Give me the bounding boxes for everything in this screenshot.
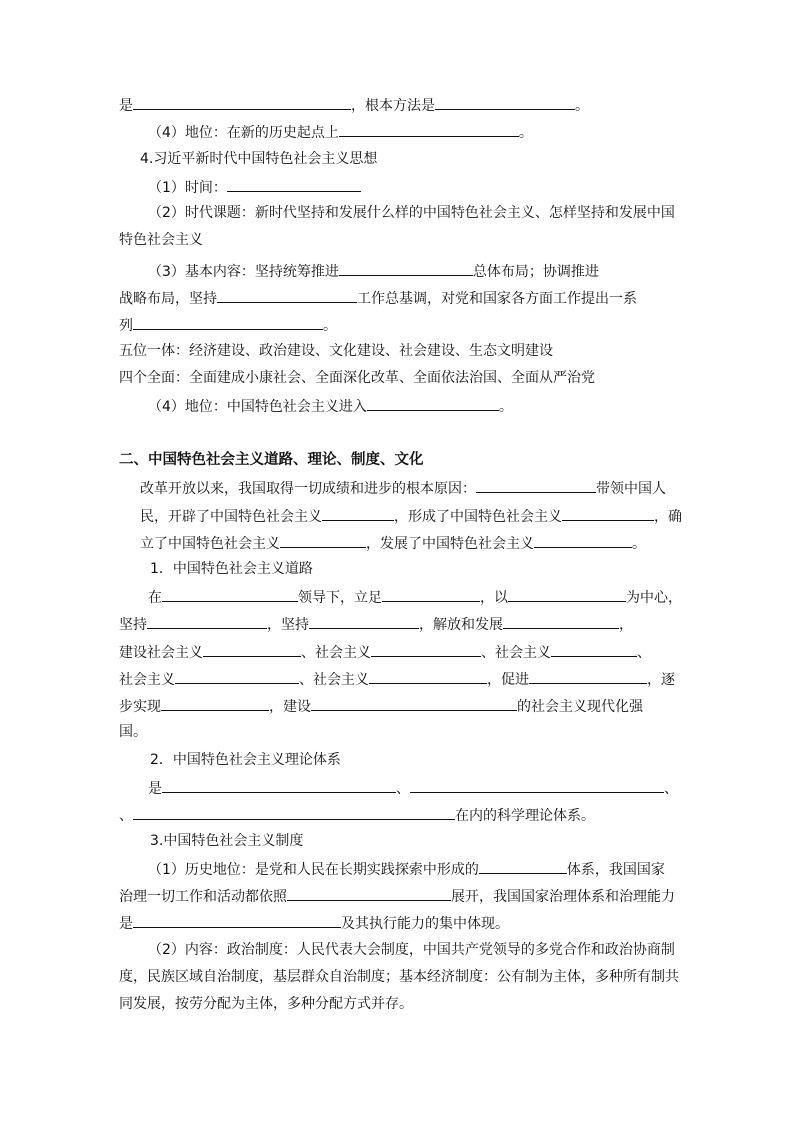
fill-blank[interactable] <box>147 614 267 629</box>
fill-blank[interactable] <box>287 886 451 901</box>
text: 、社会主义 <box>299 672 369 688</box>
subheading-xi-thought: 4.习近平新时代中国特色社会主义思想 <box>140 151 378 167</box>
text: （1）历史地位：是党和人民在长期实践探索中形成的 <box>148 862 479 878</box>
text: 列 <box>119 318 133 334</box>
text: 在内的科学理论体系。 <box>455 808 595 824</box>
line-intro-1 <box>140 478 666 498</box>
text: ，逐 <box>647 672 675 688</box>
fill-blank[interactable] <box>162 587 298 602</box>
line-content-2 <box>119 288 637 308</box>
text: 展开，我国国家治理体系和治理能力 <box>451 889 675 905</box>
text: 体系，我国国家 <box>566 862 665 878</box>
line-status-4 <box>148 122 533 142</box>
text: 社会主义 <box>119 672 175 688</box>
text: 。 <box>632 536 646 552</box>
text: 领导下，立足 <box>298 590 382 606</box>
fill-blank[interactable] <box>309 614 419 629</box>
text: 。 <box>575 98 589 114</box>
text: 步实现 <box>119 699 161 715</box>
text: （1）时间： <box>148 180 227 196</box>
text: ， <box>619 617 633 633</box>
text: 带领中国人 <box>596 481 666 497</box>
text: 是 <box>148 781 162 797</box>
text: ，根本方法是 <box>351 98 435 114</box>
line-five-in-one: 五位一体：经济建设、政治建设、文化建设、社会建设、生态文明建设 <box>119 343 553 359</box>
line-fundamental <box>119 95 589 115</box>
line-road-5 <box>119 696 643 716</box>
text: ，确 <box>654 509 682 525</box>
fill-blank[interactable] <box>371 642 481 657</box>
fill-blank[interactable] <box>534 533 632 548</box>
fill-blank[interactable] <box>133 315 323 330</box>
text: 、 <box>637 645 651 661</box>
fill-blank[interactable] <box>227 177 361 192</box>
text: 民，开辟了中国特色社会主义 <box>140 509 322 525</box>
fill-blank[interactable] <box>161 696 269 711</box>
text: 战略布局，坚持 <box>119 291 217 307</box>
text: ，促进 <box>487 672 529 688</box>
text: 在 <box>148 590 162 606</box>
text: 、社会主义 <box>481 645 551 661</box>
text: （4）地位：在新的历史起点上 <box>148 125 339 141</box>
subheading-theory: 2．中国特色社会主义理论体系 <box>150 752 341 768</box>
fill-blank[interactable] <box>508 587 626 602</box>
text: 、 <box>119 808 133 824</box>
line-status-era <box>148 396 513 416</box>
subheading-system: 3.中国特色社会主义制度 <box>150 833 304 849</box>
text: 是 <box>119 98 133 114</box>
fill-blank[interactable] <box>529 669 647 684</box>
text: 改革开放以来，我国取得一切成绩和进步的根本原因： <box>140 481 476 497</box>
line-system-1 <box>148 859 665 879</box>
fill-blank[interactable] <box>367 396 499 411</box>
fill-blank[interactable] <box>133 913 341 928</box>
line-topic-2: 特色社会主义 <box>119 232 203 248</box>
line-road-1 <box>148 587 682 607</box>
line-theory-1 <box>148 778 678 798</box>
line-system-2 <box>119 886 675 906</box>
text: 建设社会主义 <box>119 645 203 661</box>
fill-blank[interactable] <box>203 642 301 657</box>
section-title: 二、中国特色社会主义道路、理论、制度、文化 <box>119 452 424 468</box>
text: 、社会主义 <box>301 645 371 661</box>
line-system-3 <box>119 913 509 933</box>
line-road-2 <box>119 614 633 634</box>
line-road-4 <box>119 669 675 689</box>
fill-blank[interactable] <box>503 614 619 629</box>
fill-blank[interactable] <box>339 122 519 137</box>
fill-blank[interactable] <box>133 805 455 820</box>
line-contents-2: 度，民族区域自治制度，基层群众自治制度；基本经济制度：公有制为主体，多种所有制共 <box>119 969 679 985</box>
fill-blank[interactable] <box>311 696 517 711</box>
fill-blank[interactable] <box>476 478 596 493</box>
text: （4）地位：中国特色社会主义进入 <box>148 399 367 415</box>
subheading-road: 1．中国特色社会主义道路 <box>150 561 313 577</box>
line-road-3 <box>119 642 651 662</box>
line-content-1 <box>148 261 599 281</box>
text: 、 <box>396 781 410 797</box>
fill-blank[interactable] <box>280 533 366 548</box>
line-intro-3 <box>140 533 646 553</box>
text: 工作总基调，对党和国家各方面工作提出一系 <box>357 291 637 307</box>
text: 。 <box>498 399 513 415</box>
text: ，形成了中国特色社会主义 <box>394 509 562 525</box>
fill-blank[interactable] <box>369 669 487 684</box>
line-intro-2 <box>140 506 682 526</box>
fill-blank[interactable] <box>410 778 664 793</box>
text: 治理一切工作和活动都依照 <box>119 889 287 905</box>
line-topic-1: （2）时代课题：新时代坚持和发展什么样的中国特色社会主义、怎样坚持和发展中国 <box>148 205 675 221</box>
line-four-comprehensives: 四个全面：全面建成小康社会、全面深化改革、全面依法治国、全面从严治党 <box>119 370 595 386</box>
text: 。 <box>323 318 337 334</box>
fill-blank[interactable] <box>175 669 299 684</box>
text: ，以 <box>480 590 508 606</box>
text: 。 <box>518 125 533 141</box>
text: （3）基本内容：坚持统筹推进 <box>148 264 339 280</box>
fill-blank[interactable] <box>162 778 396 793</box>
fill-blank[interactable] <box>435 95 575 110</box>
text: 立了中国特色社会主义 <box>140 536 280 552</box>
line-theory-2 <box>119 805 595 825</box>
text: 的社会主义现代化强 <box>517 699 643 715</box>
text: ，建设 <box>269 699 311 715</box>
line-time <box>148 177 361 197</box>
text: 总体布局；协调推进 <box>472 264 599 280</box>
fill-blank[interactable] <box>551 642 637 657</box>
text: 为中心， <box>626 590 682 606</box>
text: 是 <box>119 916 133 932</box>
text: ，解放和发展 <box>419 617 503 633</box>
text: 坚持 <box>119 617 147 633</box>
text: 及其执行能力的集中体现。 <box>341 916 509 932</box>
fill-blank[interactable] <box>562 506 654 521</box>
line-content-3 <box>119 315 337 335</box>
fill-blank[interactable] <box>382 587 480 602</box>
fill-blank[interactable] <box>217 288 357 303</box>
fill-blank[interactable] <box>339 261 473 276</box>
fill-blank[interactable] <box>479 859 567 874</box>
text: ，发展了中国特色社会主义 <box>366 536 534 552</box>
text: 、 <box>664 781 678 797</box>
line-contents-3: 同发展，按劳分配为主体，多种分配方式并存。 <box>119 996 413 1012</box>
text: ，坚持 <box>267 617 309 633</box>
line-road-6: 国。 <box>119 724 147 740</box>
fill-blank[interactable] <box>322 506 394 521</box>
fill-blank[interactable] <box>133 95 351 110</box>
line-contents-1: （2）内容：政治制度：人民代表大会制度，中国共产党领导的多党合作和政治协商制 <box>148 942 675 958</box>
